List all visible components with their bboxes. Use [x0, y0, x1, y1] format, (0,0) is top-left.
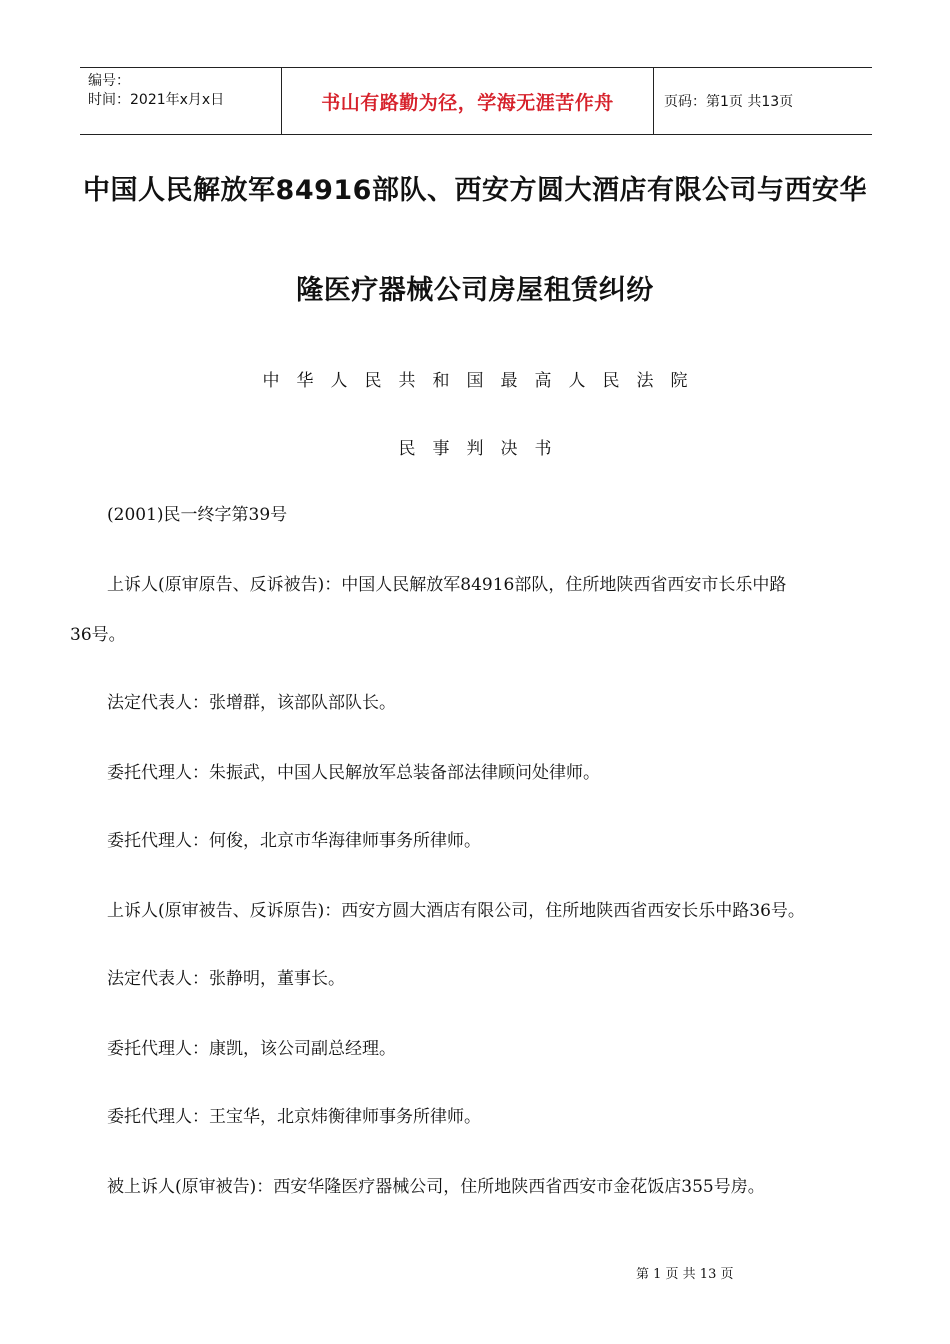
paragraph-agent-2: 委托代理人：何俊，北京市华海律师事务所律师。: [107, 831, 481, 851]
paragraph-appellant-2: 上诉人(原审被告、反诉原告)：西安方圆大酒店有限公司，住所地陕西省西安长乐中路36号。: [107, 901, 805, 921]
document-title-line-1: 中国人民解放军84916部队、西安方圆大酒店有限公司与西安华: [83, 175, 867, 206]
paragraph-legal-rep-1: 法定代表人：张增群，该部队部队长。: [107, 693, 396, 713]
document-header-table: [80, 67, 872, 135]
document-type: 民 事 判 决 书: [398, 439, 552, 459]
header-meta-cell: [80, 68, 282, 134]
page-footer: 第 1 页 共 13 页: [636, 1267, 734, 1282]
motto-text: 书山有路勤为径，学海无涯苦作舟: [321, 91, 614, 114]
time-label: 时间：2021年x月x日: [88, 92, 225, 108]
case-number: (2001)民一终字第39号: [107, 505, 288, 525]
code-label: 编号：: [88, 73, 130, 89]
header-motto-cell: [282, 68, 654, 134]
paragraph-agent-3: 委托代理人：康凯，该公司副总经理。: [107, 1039, 396, 1059]
paragraph-appellant-1-cont: 36号。: [70, 625, 126, 645]
court-name: 中 华 人 民 共 和 国 最 高 人 民 法 院: [262, 371, 688, 391]
document-title-line-2: 隆医疗器械公司房屋租赁纠纷: [296, 275, 654, 306]
page-info: 页码：第1页 共13页: [664, 94, 794, 110]
paragraph-legal-rep-2: 法定代表人：张静明，董事长。: [107, 969, 345, 989]
paragraph-agent-4: 委托代理人：王宝华，北京炜衡律师事务所律师。: [107, 1107, 481, 1127]
paragraph-appellant-1: 上诉人(原审原告、反诉被告)：中国人民解放军84916部队，住所地陕西省西安市长乐中路: [107, 575, 787, 595]
paragraph-appellee: 被上诉人(原审被告)：西安华隆医疗器械公司，住所地陕西省西安市金花饭店355号房。: [107, 1177, 765, 1197]
paragraph-agent-1: 委托代理人：朱振武，中国人民解放军总装备部法律顾问处律师。: [107, 763, 600, 783]
header-page-cell: [654, 68, 872, 134]
